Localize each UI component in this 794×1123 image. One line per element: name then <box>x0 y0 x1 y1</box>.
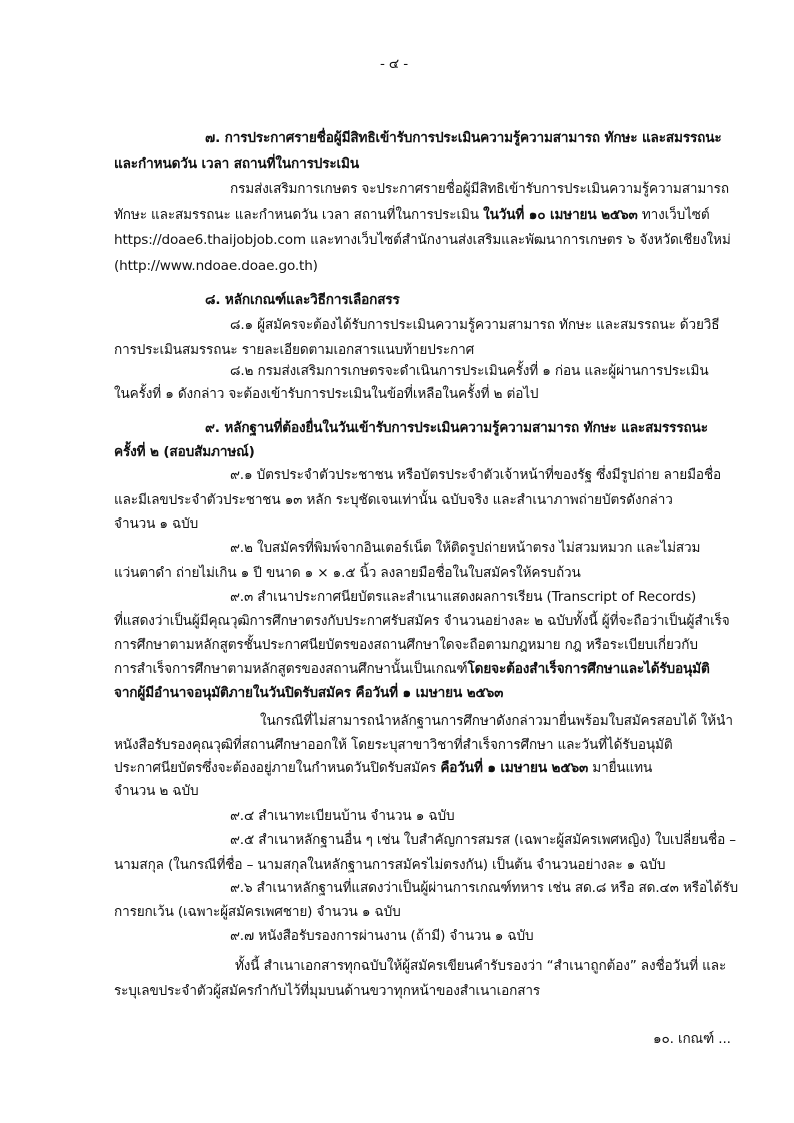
text-run: ระบุเลขประจำตัวผู้สมัครกำกับไว้ที่มุมบนด้านขวาทุกหน้าของสำเนาเอกสาร <box>114 983 541 999</box>
section-9-body-line <box>230 830 736 850</box>
section-9-body-line <box>114 781 198 801</box>
section-7-heading <box>205 128 722 148</box>
section-9-body-line <box>230 465 721 485</box>
text-run: นามสกุล (ในกรณีที่ชื่อ – นามสกุลในหลักฐานการสมัครไม่ตรงกัน) เป็นต้น จำนวนอย่างละ ๑ ฉบับ <box>114 857 666 873</box>
text-run: โดยจะต้องสำเร็จการศึกษาและได้รับอนุมัติ <box>467 661 710 677</box>
text-run: ๙.๓ สำเนาประกาศนียบัตรและสำเนาแสดงผลการเรียน (Transcript of Records) <box>230 589 697 605</box>
text-run: ๗. การประกาศรายชื่อผู้มีสิทธิเข้ารับการประเมินความรู้ความสามารถ ทักษะ และสมรรถนะ <box>205 130 722 146</box>
section-9-body-line <box>114 683 503 703</box>
section-7-body-line <box>114 230 731 250</box>
section-9-body-line <box>114 611 730 631</box>
section-8-body-line <box>114 340 474 360</box>
section-9-body-line <box>230 926 534 946</box>
text-run: การยกเว้น (เฉพาะผู้สมัครเพศชาย) จำนวน ๑ ฉบับ <box>114 904 401 920</box>
text-run: จำนวน ๒ ฉบับ <box>114 783 199 799</box>
section-9-heading <box>205 418 708 438</box>
text-run: ๙.๖ สำเนาหลักฐานที่แสดงว่าเป็นผู้ผ่านการเกณฑ์ทหาร เช่น สด.๘ หรือ สด.๔๓ หรือได้รับ <box>230 880 738 896</box>
section-8-body-line <box>114 384 538 404</box>
text-run: ครั้งที่ ๒ (สอบสัมภาษณ์) <box>114 444 255 460</box>
section-9-body-line <box>114 635 698 655</box>
text-run: ๘. หลักเกณฑ์และวิธีการเลือกสรร <box>205 292 400 308</box>
text-run: ๘.๑ ผู้สมัครจะต้องได้รับการประเมินความรู้ความสามารถ ทักษะ และสมรรถนะ ด้วยวิธี <box>230 317 720 333</box>
section-9-body-line <box>114 735 673 755</box>
text-run: การสำเร็จการศึกษาตามหลักสูตรของสถานศึกษานั้นเป็นเกณฑ์ <box>114 661 468 677</box>
section-9-body-line <box>230 587 696 607</box>
section-7-heading-cont <box>114 154 359 174</box>
section-9-body-line <box>230 538 700 558</box>
section-8-heading <box>205 290 400 310</box>
page-number: - ๔ - <box>380 56 408 72</box>
section-9-heading-cont <box>114 442 255 462</box>
text-run: ๙.๑ บัตรประจำตัวประชาชน หรือบัตรประจำตัวเจ้าหน้าที่ของรัฐ ซึ่งมีรูปถ่าย ลายมือชื่อ <box>230 467 722 483</box>
text-run: ทางเว็บไซต์ <box>637 207 710 223</box>
section-9-body-line <box>114 490 673 510</box>
text-run: มายื่นแทน <box>588 760 653 776</box>
text-run: ในครั้งที่ ๑ ดังกล่าว จะต้องเข้ารับการประเมินในข้อที่เหลือในครั้งที่ ๒ ต่อไป <box>114 386 539 402</box>
section-9-body-line <box>235 956 726 976</box>
text-run: ในกรณีที่ไม่สามารถนำหลักฐานการศึกษาดังกล่าวมายื่นพร้อมใบสมัครสอบได้ ให้นำ <box>260 713 733 729</box>
section-7-body-line <box>114 205 710 225</box>
text-run: ๙. หลักฐานที่ต้องยื่นในวันเข้ารับการประเมินความรู้ความสามารถ ทักษะ และสมรรรถนะ <box>205 420 708 436</box>
text-run: และมีเลขประจำตัวประชาชน ๑๓ หลัก ระบุชัดเจนเท่านั้น ฉบับจริง และสำเนาภาพถ่ายบัตรดังกล่าว <box>114 492 673 508</box>
text-run: ๘.๒ กรมส่งเสริมการเกษตรจะดำเนินการประเมินครั้งที่ ๑ ก่อน และผู้ผ่านการประเมิน <box>230 363 709 379</box>
text-run: การประเมินสมรรถนะ รายละเอียดตามเอกสารแนบท้ายประกาศ <box>114 342 475 358</box>
section-9-body-line <box>114 902 401 922</box>
section-9-body-line <box>114 514 198 534</box>
text-run: ที่แสดงว่าเป็นผู้มีคุณวุฒิการศึกษาตรงกับประกาศรับสมัคร จำนวนอย่างละ ๒ ฉบับทั้งนี้ ผู้ที่จะถือว่าเป็นผู้สำเร็จ <box>114 613 730 629</box>
text-run: และกำหนดวัน เวลา สถานที่ในการประเมิน <box>114 156 359 172</box>
next-page-reference: ๑๐. เกณฑ์ ... <box>653 1031 731 1047</box>
section-8-body-line <box>230 361 708 381</box>
text-run: ๙.๕ สำเนาหลักฐานอื่น ๆ เช่น ใบสำคัญการสมรส (เฉพาะผู้สมัครเพศหญิง) ใบเปลี่ยนชื่อ – <box>230 832 736 848</box>
section-9-body-line <box>114 981 540 1001</box>
section-9-body-line <box>114 758 652 778</box>
text-run: ๙.๒ ใบสมัครที่พิมพ์จากอินเตอร์เน็ต ให้ติดรูปถ่ายหน้าตรง ไม่สวมหมวก และไม่สวม <box>230 540 701 556</box>
text-run: https://doae6.thaijobjob.com และทางเว็บไซต์สำนักงานส่งเสริมและพัฒนาการเกษตร ๖ จังหวัดเชียงใหม่ <box>114 232 731 248</box>
section-9-body-line <box>230 878 738 898</box>
section-9-body-line <box>114 563 581 583</box>
text-run: ๙.๗ หนังสือรับรองการผ่านงาน (ถ้ามี) จำนวน ๑ ฉบับ <box>230 928 534 944</box>
text-run: ในวันที่ ๑๐ เมษายน ๒๕๖๓ <box>483 207 638 223</box>
section-7-body-line <box>114 256 318 276</box>
text-run: ทั้งนี้ สำเนาเอกสารทุกฉบับให้ผู้สมัครเขียนคำรับรองว่า “สำเนาถูกต้อง” ลงชื่อวันที่ และ <box>235 958 727 974</box>
section-9-body-line <box>260 711 733 731</box>
text-run: ทักษะ และสมรรถนะ และกำหนดวัน เวลา สถานที่ในการประเมิน <box>114 207 484 223</box>
section-9-body-line <box>230 806 454 826</box>
text-run: กรมส่งเสริมการเกษตร จะประกาศรายชื่อผู้มีสิทธิเข้ารับการประเมินความรู้ความสามารถ <box>230 181 729 197</box>
section-8-body-line <box>230 315 719 335</box>
text-run: แว่นตาดำ ถ่ายไม่เกิน ๑ ปี ขนาด ๑ × ๑.๕ นิ้ว ลงลายมือชื่อในใบสมัครให้ครบถ้วน <box>114 565 581 581</box>
text-run: คือวันที่ ๑ เมษายน ๒๕๖๓ <box>440 760 589 776</box>
text-run: จำนวน ๑ ฉบับ <box>114 516 199 532</box>
text-run: การศึกษาตามหลักสูตรชั้นประกาศนียบัตรของสถานศึกษาใดจะถือตามกฎหมาย กฎ หรือระเบียบเกี่ยวกับ <box>114 637 698 653</box>
text-run: (http://www.ndoae.doae.go.th) <box>114 258 318 274</box>
text-run: หนังสือรับรองคุณวุฒิที่สถานศึกษาออกให้ โดยระบุสาขาวิชาที่สำเร็จการศึกษา และวันที่ได้รับอนุมัติ <box>114 737 673 753</box>
section-9-body-line <box>114 659 710 679</box>
text-run: จากผู้มีอำนาจอนุมัติภายในวันปิดรับสมัคร คือวันที่ ๑ เมษายน ๒๕๖๓ <box>114 685 504 701</box>
section-9-body-line <box>114 855 665 875</box>
section-7-body-line <box>230 179 729 199</box>
text-run: ประกาศนียบัตรซึ่งจะต้องอยู่ภายในกำหนดวันปิดรับสมัคร <box>114 760 441 776</box>
text-run: ๙.๔ สำเนาทะเบียนบ้าน จำนวน ๑ ฉบับ <box>230 808 455 824</box>
